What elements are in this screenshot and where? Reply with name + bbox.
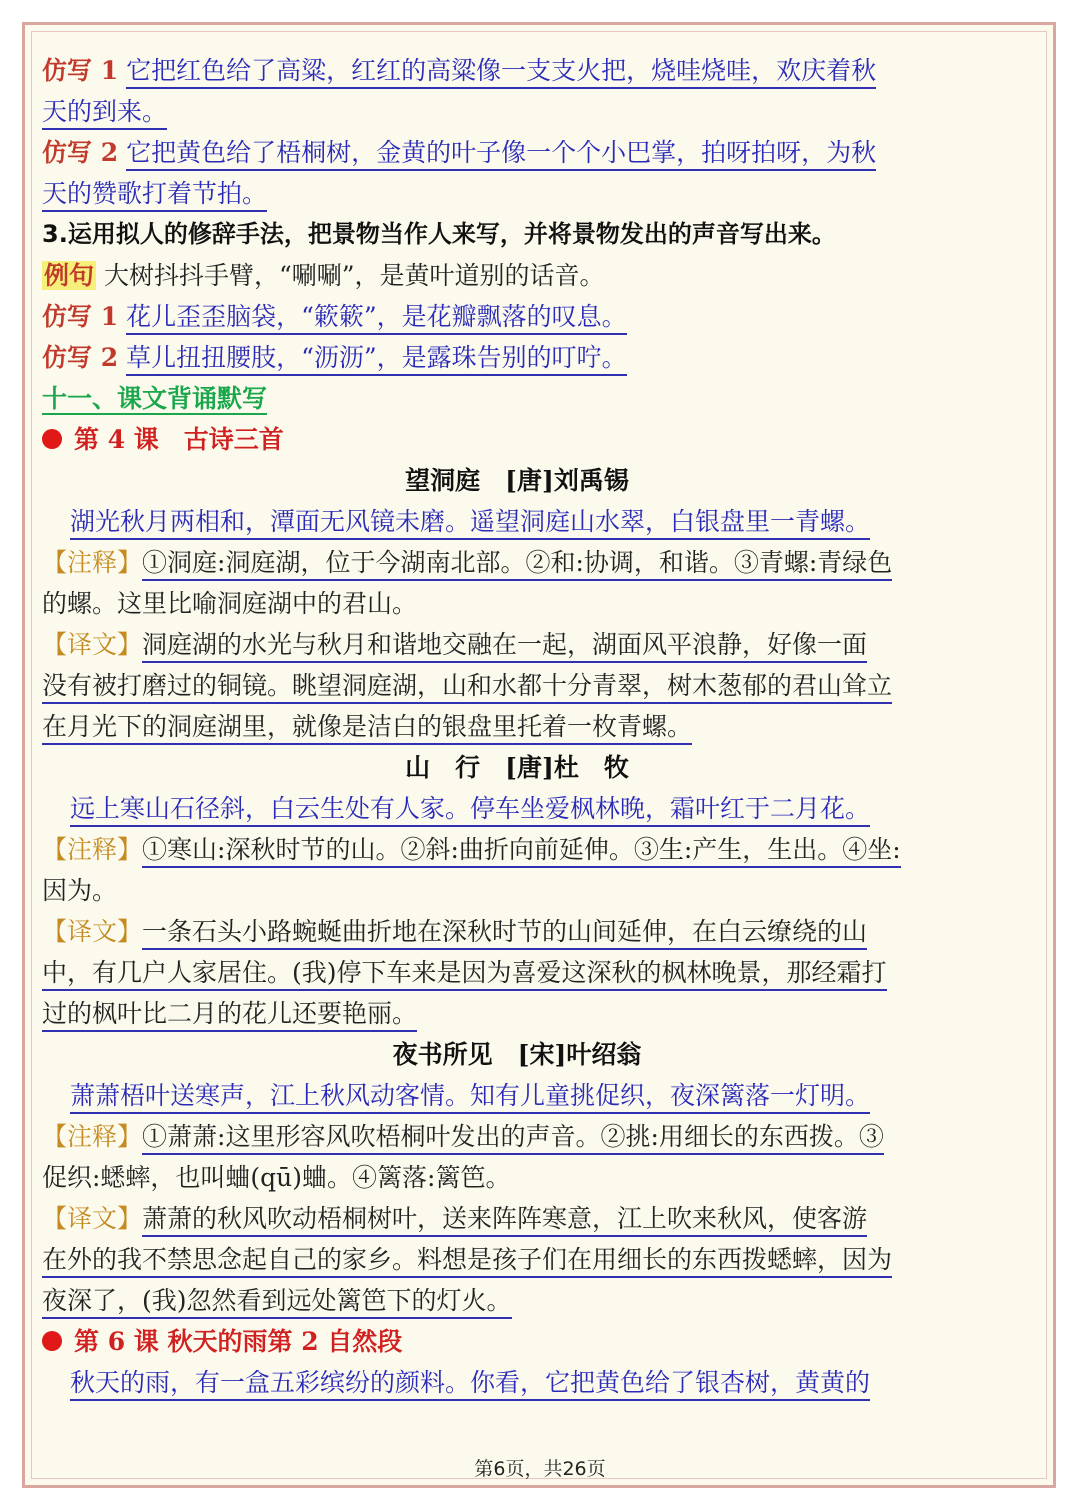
imitation-text: 它把黄色给了梧桐树，金黄的叶子像一个个小巴掌，拍呀拍呀，为秋 xyxy=(126,138,876,171)
translation-label: 【译文】 xyxy=(42,630,143,659)
imitation-3 xyxy=(42,296,992,337)
lesson-6-text-line xyxy=(42,1362,992,1403)
note-text: 因为。 xyxy=(42,876,118,905)
poem-3-note-line-2 xyxy=(42,1157,992,1198)
poem-3-text-line xyxy=(42,1075,992,1116)
imitation-tag: 仿写 1 xyxy=(42,302,119,331)
section-heading-line xyxy=(42,378,992,419)
poem-2-trans-line-1 xyxy=(42,911,992,952)
bullet-dot-icon xyxy=(42,429,62,449)
poem-text: 萧萧梧叶送寒声，江上秋风动客情。知有儿童挑促织，夜深篱落一灯明。 xyxy=(70,1081,870,1114)
note-text: ①萧萧:这里形容风吹梧桐叶发出的声音。②挑:用细长的东西拨。③ xyxy=(142,1122,884,1155)
document-content xyxy=(42,50,992,1403)
translation-label: 【译文】 xyxy=(42,917,143,946)
translation-text: 没有被打磨过的铜镜。眺望洞庭湖，山和水都十分青翠，树木葱郁的君山耸立 xyxy=(42,671,892,704)
poem-3-trans-line-1 xyxy=(42,1198,992,1239)
poem-2-text-line xyxy=(42,788,992,829)
poem-1-note-line-1 xyxy=(42,542,992,583)
note-text: ①洞庭:洞庭湖，位于今湖南北部。②和:协调，和谐。③青螺:青绿色 xyxy=(142,548,892,581)
imitation-text: 天的赞歌打着节拍。 xyxy=(42,179,267,212)
poem-1-note-line-2 xyxy=(42,583,992,624)
imitation-tag: 仿写 2 xyxy=(42,343,119,372)
section-heading: 十一、课文背诵默写 xyxy=(42,384,268,413)
poem-3-trans-line-2 xyxy=(42,1239,992,1280)
note-text: 促织:蟋蟀，也叫蛐(qū)蛐。④篱落:篱笆。 xyxy=(42,1163,511,1192)
imitation-tag: 仿写 1 xyxy=(42,56,119,85)
poem-2-note-line-1 xyxy=(42,829,992,870)
poem-text: 远上寒山石径斜，白云生处有人家。停车坐爱枫林晚，霜叶红于二月花。 xyxy=(70,794,870,827)
example-text: 大树抖抖手臂，“唰唰”，是黄叶道别的话音。 xyxy=(103,261,605,290)
poem-2-trans-line-3 xyxy=(42,993,992,1034)
poem-1-text-line xyxy=(42,501,992,542)
note-label: 【注释】 xyxy=(42,548,143,577)
translation-text: 过的枫叶比二月的花儿还要艳丽。 xyxy=(42,999,417,1032)
poem-3-note-line-1 xyxy=(42,1116,992,1157)
translation-text: 在月光下的洞庭湖里，就像是洁白的银盘里托着一枚青螺。 xyxy=(42,712,692,745)
note-text: ①寒山:深秋时节的山。②斜:曲折向前延伸。③生:产生，生出。④坐: xyxy=(142,835,901,868)
lesson-4-heading xyxy=(42,419,992,460)
example-tag: 例句 xyxy=(44,261,95,290)
bullet-dot-icon xyxy=(42,1331,62,1351)
note-label: 【注释】 xyxy=(42,1122,143,1151)
translation-text: 在外的我不禁思念起自己的家乡。料想是孩子们在用细长的东西拨蟋蟀，因为 xyxy=(42,1245,892,1278)
imitation-1-line-2 xyxy=(42,91,992,132)
imitation-text: 草儿扭扭腰肢，“沥沥”，是露珠告别的叮咛。 xyxy=(126,343,627,376)
translation-text: 洞庭湖的水光与秋月和谐地交融在一起，湖面风平浪静，好像一面 xyxy=(142,630,867,663)
poem-3-title: 夜书所见 [宋]叶绍翁 xyxy=(392,1040,642,1069)
imitation-text: 天的到来。 xyxy=(42,97,167,130)
translation-text: 萧萧的秋风吹动梧桐树叶，送来阵阵寒意，江上吹来秋风，使客游 xyxy=(142,1204,867,1237)
poem-1-trans-line-2 xyxy=(42,665,992,706)
poem-3-trans-line-3 xyxy=(42,1280,992,1321)
translation-text: 夜深了，(我)忽然看到远处篱笆下的灯火。 xyxy=(42,1286,512,1319)
translation-text: 一条石头小路蜿蜒曲折地在深秋时节的山间延伸，在白云缭绕的山 xyxy=(142,917,867,950)
lesson-6-heading xyxy=(42,1321,992,1362)
translation-label: 【译文】 xyxy=(42,1204,143,1233)
imitation-tag: 仿写 2 xyxy=(42,138,119,167)
imitation-2-line-2 xyxy=(42,173,992,214)
poem-1-trans-line-3 xyxy=(42,706,992,747)
note-label: 【注释】 xyxy=(42,835,143,864)
lesson-text: 秋天的雨，有一盒五彩缤纷的颜料。你看，它把黄色给了银杏树，黄黄的 xyxy=(70,1368,870,1401)
imitation-text: 花儿歪歪脑袋，“簌簌”，是花瓣飘落的叹息。 xyxy=(126,302,627,335)
poem-2-note-line-2 xyxy=(42,870,992,911)
lesson-title: 第 4 课 古诗三首 xyxy=(74,425,284,454)
poem-2-trans-line-2 xyxy=(42,952,992,993)
poem-1-trans-line-1 xyxy=(42,624,992,665)
poem-1-title: 望洞庭 [唐]刘禹锡 xyxy=(405,466,629,495)
imitation-1-line-1 xyxy=(42,50,992,91)
note-text: 的螺。这里比喻洞庭湖中的君山。 xyxy=(42,589,418,618)
lesson-title: 第 6 课 秋天的雨第 2 自然段 xyxy=(74,1327,403,1356)
poem-2-title: 山 行 [唐]杜 牧 xyxy=(405,753,629,782)
exercise-item-3: 3.运用拟人的修辞手法，把景物当作人来写，并将景物发出的声音写出来。 xyxy=(42,220,836,248)
poem-text: 湖光秋月两相和，潭面无风镜未磨。遥望洞庭山水翠，白银盘里一青螺。 xyxy=(70,507,870,540)
translation-text: 中，有几户人家居住。(我)停下车来是因为喜爱这深秋的枫林晚景，那经霜打 xyxy=(42,958,887,991)
example-sentence xyxy=(42,255,992,296)
imitation-4 xyxy=(42,337,992,378)
page-number-footer: 第6页，共26页 xyxy=(474,1458,606,1480)
imitation-text: 它把红色给了高粱，红红的高粱像一支支火把，烧哇烧哇，欢庆着秋 xyxy=(126,56,876,89)
imitation-2-line-1 xyxy=(42,132,992,173)
